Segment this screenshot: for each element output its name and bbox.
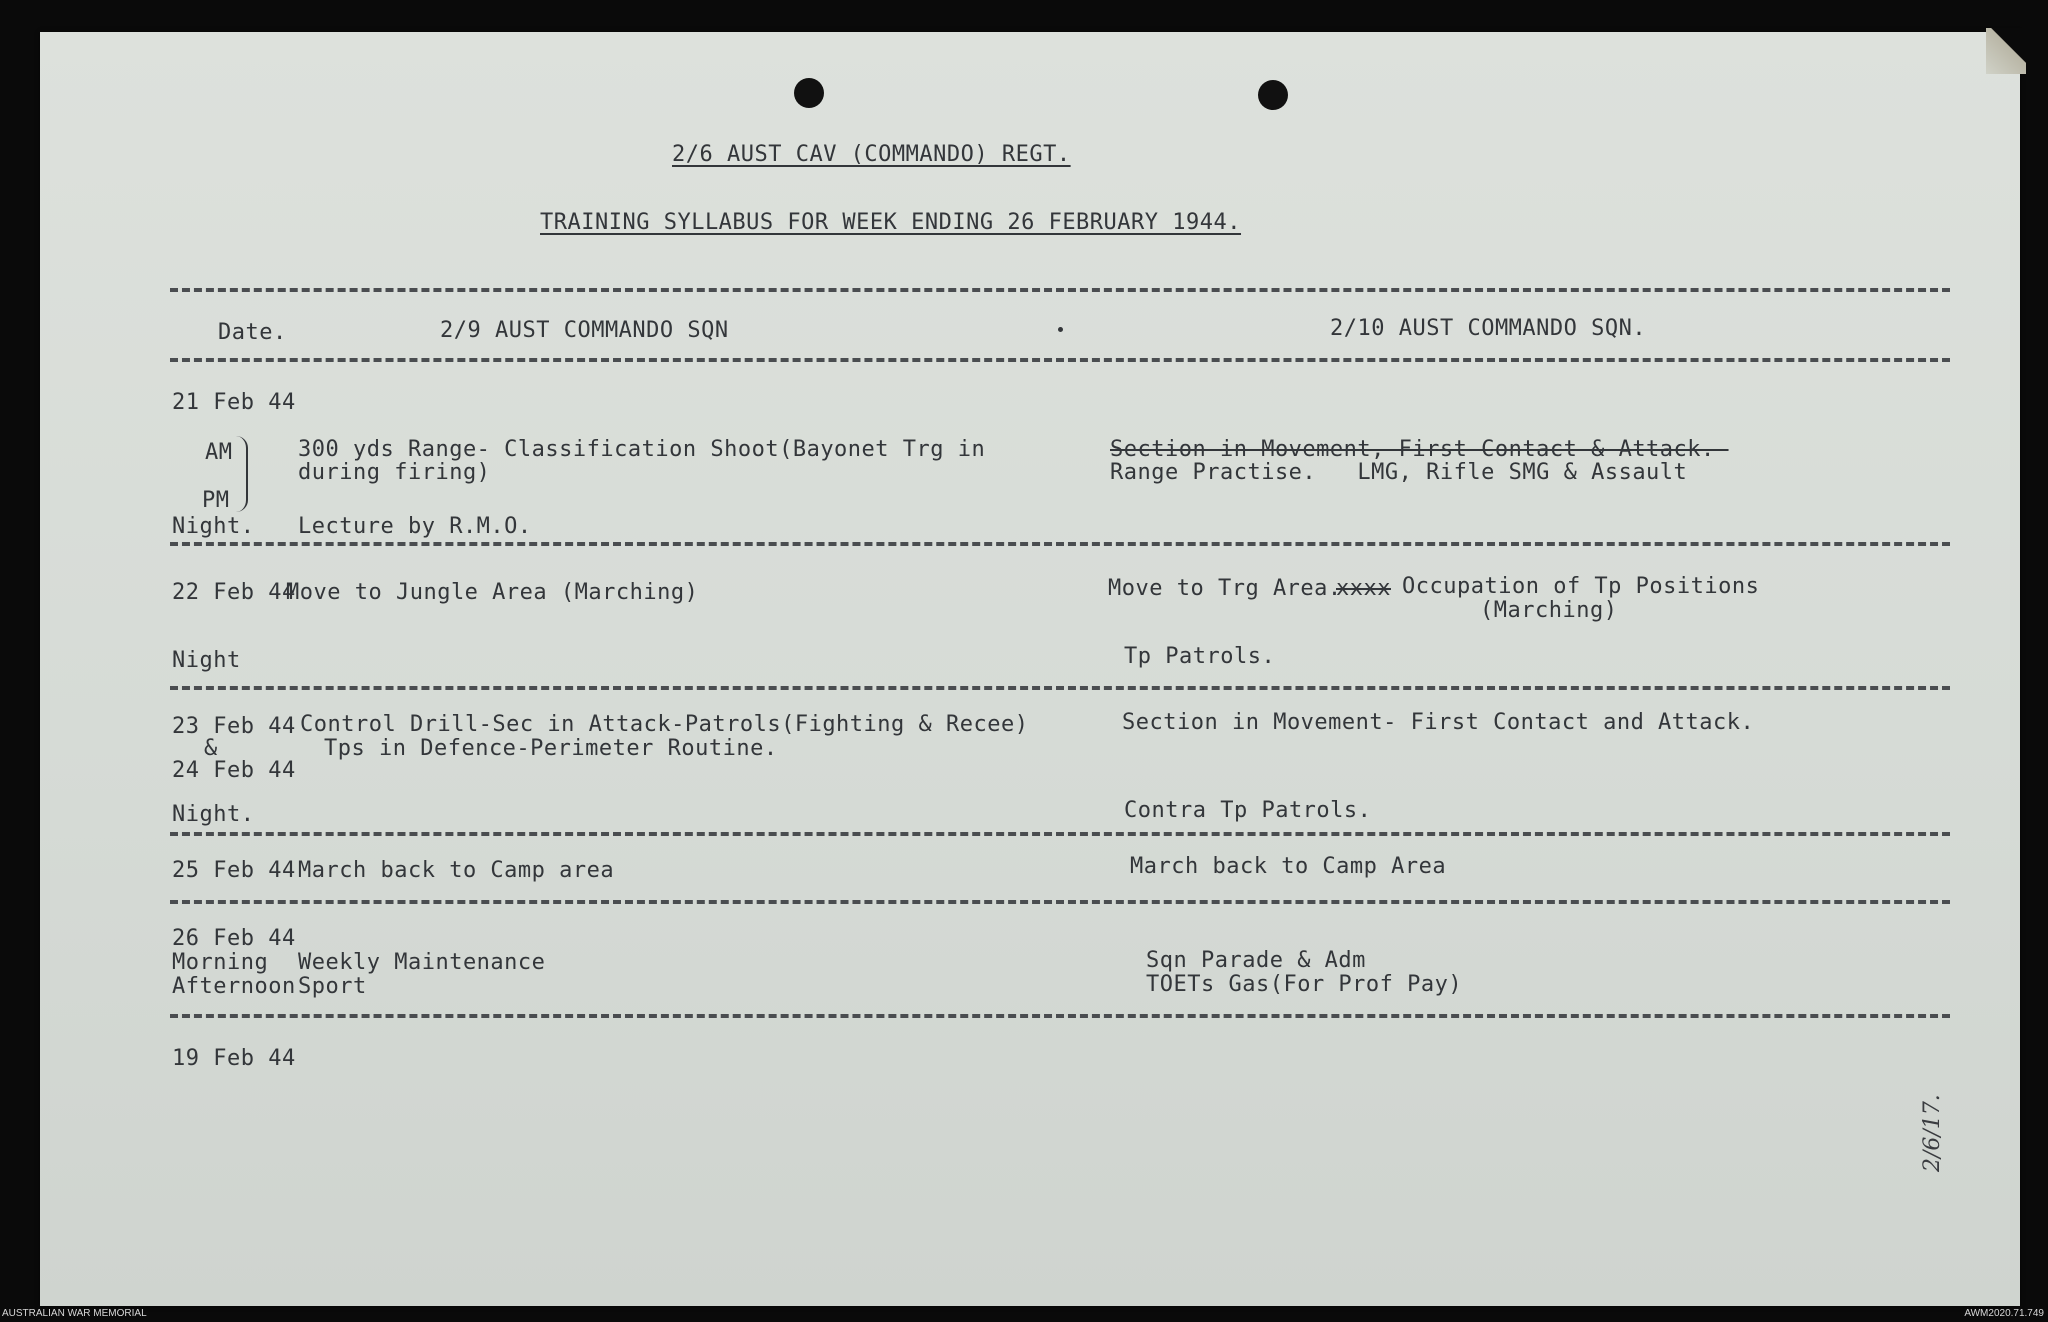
punch-hole-left: [794, 78, 824, 108]
label-am: AM: [205, 440, 233, 465]
sqn10-22-b: Occupation of Tp Positions: [1402, 574, 1760, 599]
sqn10-21-struck: Section-in-Movement,-First-Contact-&-Attack.-: [1110, 437, 1729, 462]
sqn10-26-afternoon: TOETs Gas(For Prof Pay): [1146, 972, 1463, 997]
label-night-22: Night: [172, 648, 241, 673]
rule-21: [170, 542, 1950, 546]
pencil-note: 2/6/17.: [1920, 1094, 1945, 1172]
sqn10-23-night: Contra Tp Patrols.: [1124, 798, 1372, 823]
sqn10-22-c: (Marching): [1480, 598, 1618, 623]
column-date: Date.: [218, 320, 287, 345]
date-ampersand: &: [204, 736, 218, 761]
label-morning: Morning: [172, 950, 269, 975]
sqn9-25: March back to Camp area: [298, 858, 615, 883]
rule-26: [170, 1014, 1950, 1018]
sqn10-26-morning: Sqn Parade & Adm: [1146, 948, 1366, 973]
footer-credit: AUSTRALIAN WAR MEMORIAL: [2, 1308, 147, 1319]
sqn9-26-afternoon: Sport: [298, 974, 367, 999]
date-22-feb: 22 Feb 44: [172, 580, 296, 605]
column-sqn-10: 2/10 AUST COMMANDO SQN.: [1330, 316, 1647, 341]
label-night-21: Night.: [172, 514, 255, 539]
sqn10-21-line: Range Practise. LMG, Rifle SMG & Assault: [1110, 460, 1688, 485]
rule-25: [170, 900, 1950, 904]
sqn10-23: Section in Movement- First Contact and Attack.: [1122, 710, 1755, 735]
date-25-feb: 25 Feb 44: [172, 858, 296, 883]
footer-accession: AWM2020.71.749: [1964, 1308, 2044, 1319]
corner-curl: [1986, 28, 2026, 74]
rule-top: [170, 288, 1950, 292]
punch-hole-right: [1258, 80, 1288, 110]
sqn10-22-xout: xxxx: [1336, 576, 1391, 601]
rule-header: [170, 358, 1950, 362]
syllabus-title: TRAINING SYLLABUS FOR WEEK ENDING 26 FEBRUARY 1944.: [540, 210, 1242, 235]
sqn9-21-line1: 300 yds Range- Classification Shoot(Bayonet Trg in: [298, 437, 986, 462]
sqn9-23-line2: Tps in Defence-Perimeter Routine.: [324, 736, 778, 761]
regiment-heading: 2/6 AUST CAV (COMMANDO) REGT.: [672, 142, 1071, 167]
signed-date: 19 Feb 44: [172, 1046, 296, 1071]
rule-22: [170, 686, 1950, 690]
label-pm: PM: [202, 488, 230, 513]
rule-23: [170, 832, 1950, 836]
date-21-feb: 21 Feb 44: [172, 390, 296, 415]
sqn9-26-morning: Weekly Maintenance: [298, 950, 546, 975]
date-24-feb: 24 Feb 44: [172, 758, 296, 783]
sqn10-22-night: Tp Patrols.: [1124, 644, 1276, 669]
date-26-feb: 26 Feb 44: [172, 926, 296, 951]
sqn10-22-a: Move to Trg Area.: [1108, 576, 1342, 601]
header-dot: [1058, 327, 1063, 332]
label-night-23: Night.: [172, 802, 255, 827]
sqn9-21-line2: during firing): [298, 460, 491, 485]
sqn9-23-line1: Control Drill-Sec in Attack-Patrols(Fighting & Recee): [300, 712, 1029, 737]
date-23-feb: 23 Feb 44: [172, 714, 296, 739]
column-sqn-9: 2/9 AUST COMMANDO SQN: [440, 318, 729, 343]
typed-page: [40, 32, 2020, 1306]
sqn9-22: Move to Jungle Area (Marching): [286, 580, 699, 605]
sqn10-25: March back to Camp Area: [1130, 854, 1447, 879]
sqn9-21-night: Lecture by R.M.O.: [298, 514, 532, 539]
label-afternoon: Afternoon: [172, 974, 296, 999]
am-pm-bracket: [236, 436, 248, 512]
